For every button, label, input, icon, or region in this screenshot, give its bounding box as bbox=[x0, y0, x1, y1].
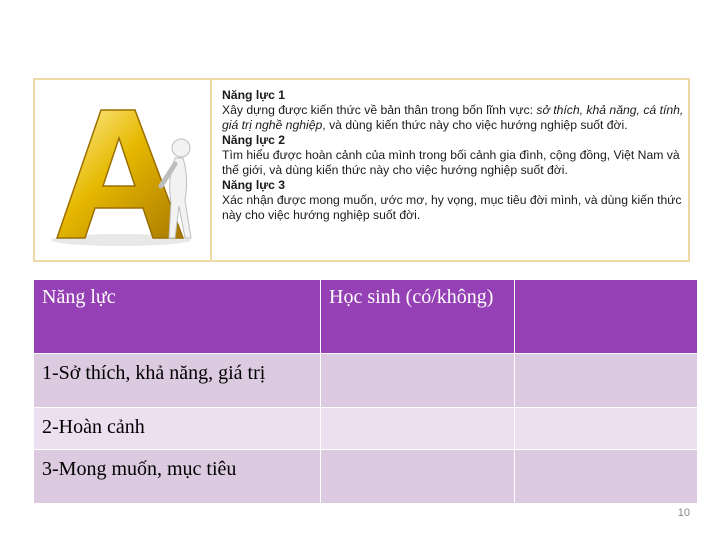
header-cell-student: Học sinh (có/không) bbox=[321, 280, 515, 354]
row-3-competency: 3-Mong muốn, mục tiêu bbox=[34, 450, 321, 504]
page-number: 10 bbox=[677, 507, 690, 519]
header-cell-competency: Năng lực bbox=[34, 280, 321, 354]
level-2-title: Năng lực 2 bbox=[222, 133, 286, 147]
level-2-description: Tìm hiểu được hoàn cảnh của mình trong bối cảnh gia đình, cộng đồng, Việt Nam và thế giới, và dùng kiến thức này cho việc hướng nghiệp suốt đời. bbox=[222, 148, 680, 177]
panel-divider bbox=[210, 80, 212, 260]
level-1-desc-italic: sở thích, khả năng, cá tính, giá trị nghề nghiệp bbox=[222, 103, 684, 132]
level-1-title: Năng lực 1 bbox=[222, 88, 286, 102]
level-3-description: Xác nhận được mong muốn, ước mơ, hy vọng, mục tiêu đời mình, và dùng kiến thức này cho việc hướng nghiệp suốt đời. bbox=[222, 193, 682, 222]
level-3-title: Năng lực 3 bbox=[222, 178, 286, 192]
table-row bbox=[34, 408, 698, 450]
table-row bbox=[34, 354, 698, 408]
row-3-extra-cell[interactable] bbox=[515, 450, 698, 504]
row-1-competency: 1-Sở thích, khả năng, giá trị bbox=[34, 354, 321, 408]
row-1-extra-cell[interactable] bbox=[515, 354, 698, 408]
competency-descriptions bbox=[222, 88, 684, 223]
row-2-extra-cell[interactable] bbox=[515, 408, 698, 450]
row-2-student-cell[interactable] bbox=[321, 408, 515, 450]
golden-letter-a-figure-image bbox=[43, 90, 203, 250]
level-1-description bbox=[222, 103, 684, 133]
row-2-competency: 2-Hoàn cảnh bbox=[34, 408, 321, 450]
competency-table bbox=[33, 279, 698, 504]
illustration-panel bbox=[33, 78, 690, 262]
row-3-student-cell[interactable] bbox=[321, 450, 515, 504]
table-header-row bbox=[34, 280, 698, 354]
header-cell-empty bbox=[515, 280, 698, 354]
table-row bbox=[34, 450, 698, 504]
level-1-desc-prefix: Xây dựng được kiến thức về bản thân trong bốn lĩnh vực: bbox=[222, 103, 537, 117]
level-1-desc-suffix: , và dùng kiến thức này cho việc hướng nghiệp suốt đời. bbox=[322, 118, 628, 132]
row-1-student-cell[interactable] bbox=[321, 354, 515, 408]
